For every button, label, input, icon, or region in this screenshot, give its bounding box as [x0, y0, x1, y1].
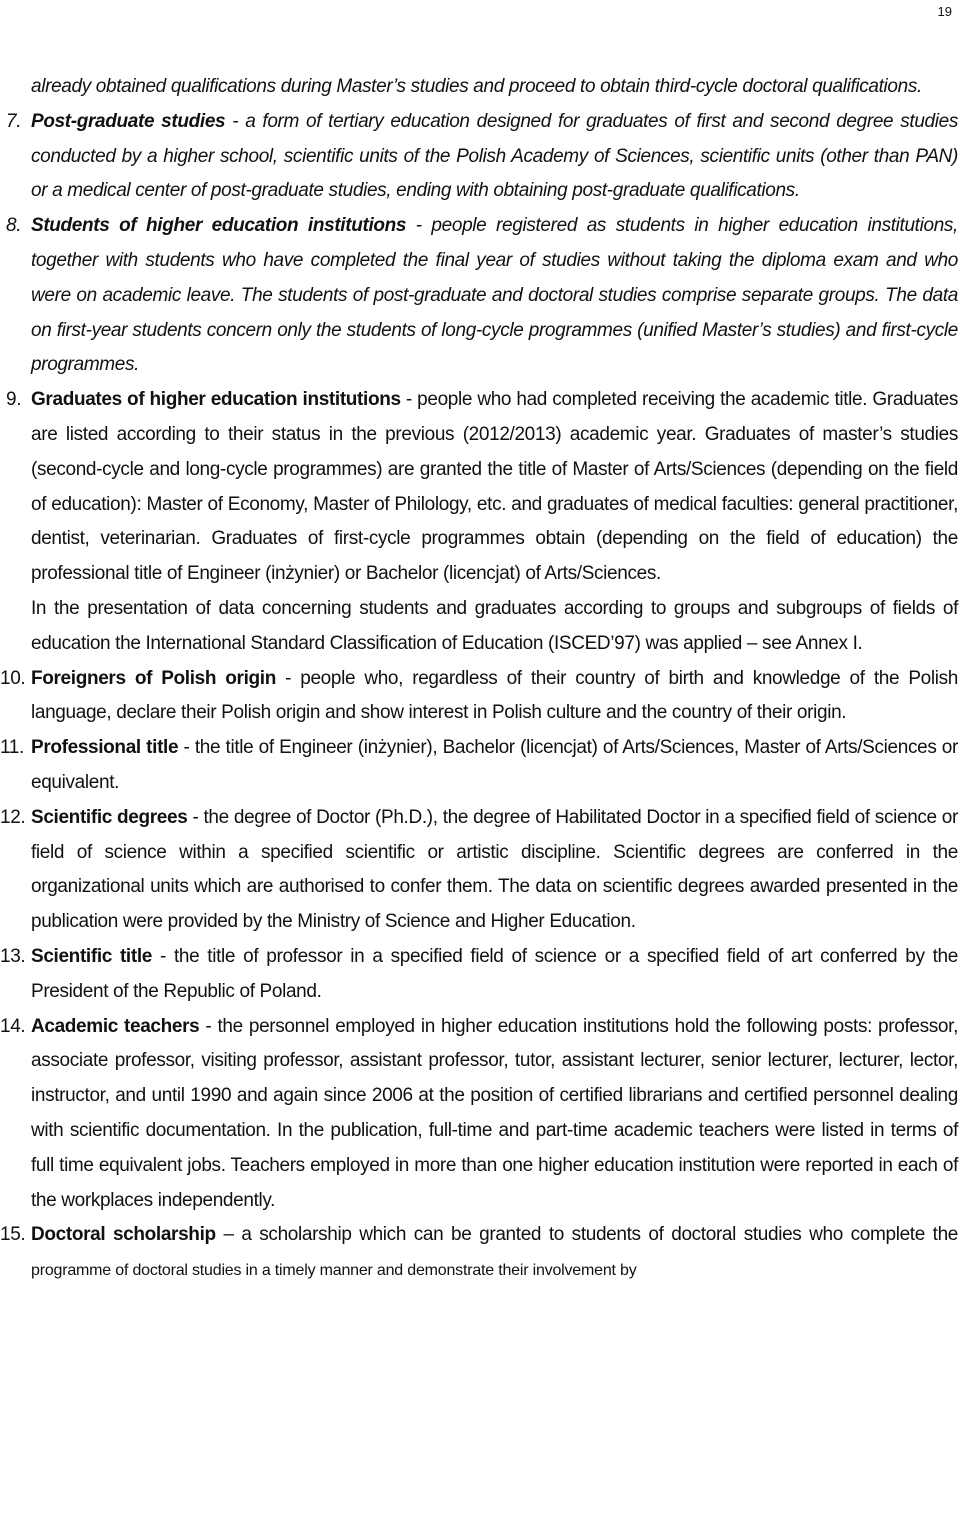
item-term: Doctoral scholarship: [31, 1224, 216, 1246]
item-text: - the personnel employed in higher education institutions hold the following posts: professor, associate professor, visiting professor, assistant professor, tutor, assistant lecturer, senior lecturer, lecturer, lector, instructor, and until 1990 and again since 2006 at the position of certified librarians and certified personnel dealing with scientific documentation. In the publication, full-time and part-time academic teachers were listed in terms of full time equivalent jobs. Teachers employed in more than one higher education institution were reported in each of the workplaces independently.: [31, 1015, 958, 1211]
item-text-small: programme of doctoral studies in a timely manner and demonstrate their involvement by: [31, 1262, 637, 1280]
item-text: - the title of Engineer (inżynier), Bachelor (licencjat) of Arts/Sciences, Master of Arts/Sciences or equivalent.: [31, 737, 959, 793]
item-text: - a form of tertiary education designed for graduates of first and second degree studies conducted by a higher school, scientific units of the Polish Academy of Sciences, scientific units (other than PAN) or a medical center of post-graduate studies, ending with obtaining post-graduate qualifications.: [31, 110, 958, 202]
page-number: 19: [937, 4, 952, 19]
page-content: [0, 70, 958, 1289]
item-text: - the degree of Doctor (Ph.D.), the degree of Habilitated Doctor in a specified field of science or field of science within a specified scientific or artistic discipline. Scientific degrees are conferred in the organizational units which are authorised to confer them. The data on scientific degrees awarded presented in the publication were provided by the Ministry of Science and Higher Education.: [31, 806, 958, 933]
item-term: Post-graduate studies: [31, 110, 226, 132]
list-item-academic-teachers: [0, 1010, 958, 1219]
item-term: Professional title: [31, 737, 179, 759]
list-item-scientific-title: [0, 940, 958, 1010]
list-item-students: [0, 209, 958, 383]
list-item-continuation: [0, 70, 958, 105]
item-number: 12.: [0, 806, 26, 828]
item-term: Foreigners of Polish origin: [31, 667, 276, 689]
item-text: - people registered as students in higher education institutions, together with students who have completed the final year of studies without taking the diploma exam and who were on academic leave. The students of post-graduate and doctoral studies comprise separate groups. The data on first-year students concern only the students of long-cycle programmes (unified Master’s studies) and first-cycle programmes.: [31, 215, 958, 376]
item-text: - people who, regardless of their country of birth and knowledge of the Polish language, declare their Polish origin and show interest in Polish culture and the country of their origin.: [31, 667, 958, 724]
item-number: 13.: [0, 945, 26, 967]
item-term: Scientific title: [31, 945, 152, 967]
item-number: 7.: [6, 110, 22, 132]
list-item-post-graduate-studies: [0, 105, 958, 209]
item-term: Scientific degrees: [31, 806, 188, 828]
item-number: 15.: [0, 1224, 26, 1246]
item-term: Students of higher education institutions: [31, 215, 407, 237]
item-text: - people who had completed receiving the academic title. Graduates are listed according to their status in the previous (2012/2013) academic year. Graduates of master’s studies (second-cycle and long-cycle programmes) are granted the title of Master of Arts/Sciences (depending on the field of education): Master of Economy, Master of Philology, etc. and graduates of medical faculties: general practitioner, dentist, veterinarian. Graduates of first-cycle programmes obtain (depending on the field of education) the professional title of Engineer (inżynier) or Bachelor (licencjat) of Arts/Sciences.: [31, 389, 958, 585]
list-item-professional-title: [0, 731, 958, 801]
item-text: – a scholarship which can be granted to students of doctoral studies who complete the: [215, 1224, 958, 1246]
item-number: 10.: [0, 667, 26, 689]
item-number: 14.: [0, 1015, 26, 1037]
item-number: 11.: [0, 737, 24, 759]
item-number: 9.: [6, 389, 22, 411]
item-term: Academic teachers: [31, 1015, 200, 1037]
list-item-foreigners: [0, 662, 958, 732]
list-item-doctoral-scholarship: [0, 1218, 958, 1289]
item-text: In the presentation of data concerning students and graduates according to groups and subgroups of fields of education the International Standard Classification of Education (ISCED’97) was applied – see Annex I.: [31, 597, 958, 654]
item-text: - the title of professor in a specified field of science or a specified field of art conferred by the President of the Republic of Poland.: [31, 945, 958, 1002]
list-item-scientific-degrees: [0, 801, 958, 940]
isced-note: [0, 592, 958, 662]
item-number: 8.: [6, 215, 22, 237]
item-term: Graduates of higher education institutions: [31, 389, 401, 411]
item-text: already obtained qualifications during Master’s studies and proceed to obtain third-cycle doctoral qualifications.: [31, 76, 922, 97]
list-item-graduates: [0, 383, 958, 592]
